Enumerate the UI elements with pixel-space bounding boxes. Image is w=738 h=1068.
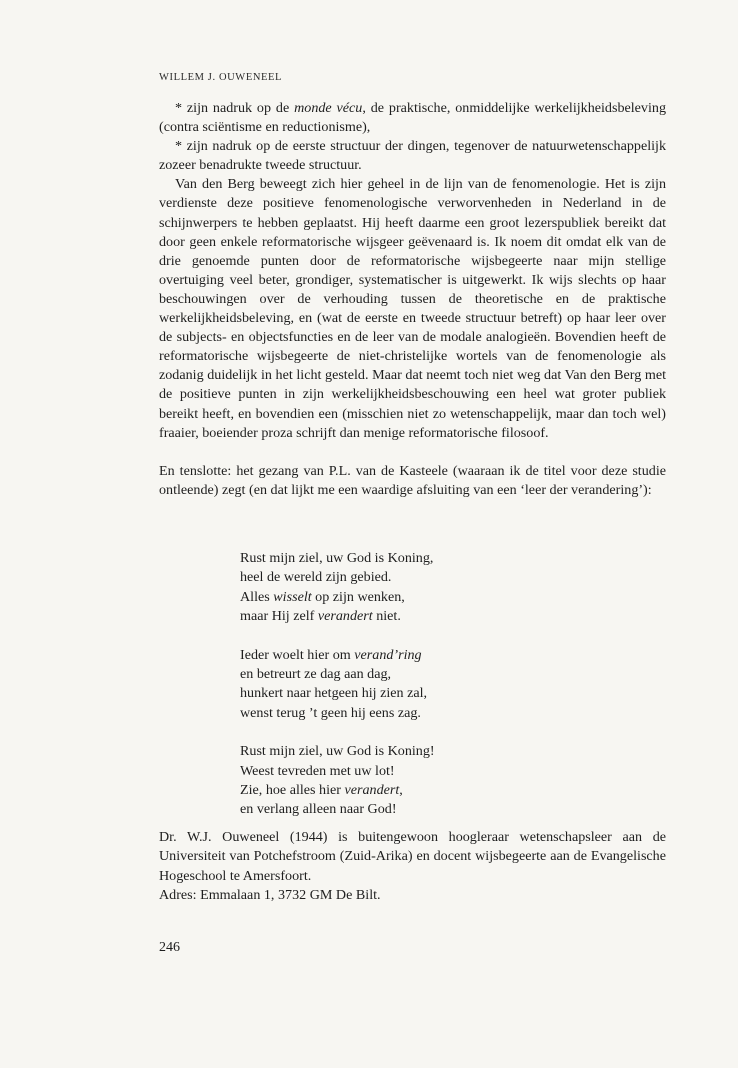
paragraph-fenomenologie: Van den Berg beweegt zich hier geheel in de lijn van de fenomenologie. Het is zijn verdienste deze positieve fenomenologische verworvenheden in Nederland in de schijnwerpers te hebben geplaatst. Hij heeft daarme een groot lezerspubliek bereikt dat door geen enkele reformatorische wijsgeer geëvenaard is. Ik noem dit omdat elk van de drie genoemde punten door de reformatorische wijsbegeerte naar mijn stellige overtuiging veel beter, grondiger, systematischer is uitgewerkt. Ik wijs slechts op haar beschouwingen over de verhouding tussen de theoretische en de praktische werkelijkheidsbeleving, en (wat de eerste en tweede structuur betreft) op haar leer over de subjects- en objectsfuncties en de leer van de modale analogieën. Bovendien heeft de reformatorische wijsbegeerte de niet-christelijke wortels van de fenomenologie als zodanig duidelijk in het licht gesteld. Maar dat neemt toch niet weg dat Van den Berg met de positieve punten in zijn werkelijkheidsbeschouwing een heel wat groter publiek bereikt heeft, en bovendien een (misschien niet zo wetenschappelijk, maar dan toch wel) fraaier, boeiender proza schrijft dan menige reformatorische filosoof. bbox=[159, 176, 666, 441]
paragraph-closing: En tenslotte: het gezang van P.L. van de Kasteele (waaraan ik de titel voor deze studie ontleende) zegt (en dat lijkt me een waardige afsluiting van een ‘leer der verandering’): bbox=[159, 462, 666, 498]
main-text-block bbox=[159, 99, 666, 500]
poem-stanza-1 bbox=[240, 549, 435, 627]
bio-address: Adres: Emmalaan 1, 3732 GM De Bilt. bbox=[159, 886, 381, 903]
poem-line: Rust mijn ziel, uw God is Koning! bbox=[240, 743, 435, 760]
poem-text: , bbox=[399, 782, 403, 799]
poem-italic: verandert bbox=[344, 782, 400, 799]
poem-line bbox=[240, 646, 435, 665]
bullet-item-structure: * zijn nadruk op de eerste structuur der dingen, tegenover de natuurwetenschappelijk zozeer benadrukte tweede structuur. bbox=[159, 138, 666, 174]
poem-line bbox=[240, 588, 435, 607]
poem-stanza-2 bbox=[240, 646, 435, 724]
poem-stanza-3 bbox=[240, 742, 435, 820]
poem-line: en verlang alleen naar God! bbox=[240, 801, 397, 818]
poem-italic: verand’ring bbox=[354, 646, 422, 663]
bullet-text: * zijn nadruk op de bbox=[175, 100, 295, 116]
poem-line: Rust mijn ziel, uw God is Koning, bbox=[240, 550, 434, 566]
poem-line: hunkert naar hetgeen hij zien zal, bbox=[240, 685, 428, 702]
author-bio bbox=[159, 828, 666, 905]
poem-text: Ieder woelt hier om bbox=[240, 646, 355, 663]
poem-text: Zie, hoe alles hier bbox=[240, 782, 345, 799]
poem bbox=[240, 549, 435, 820]
poem-text: op zijn wenken, bbox=[311, 588, 405, 605]
poem-line: Weest tevreden met uw lot! bbox=[240, 762, 395, 779]
italic-term: monde vécu bbox=[294, 100, 363, 116]
poem-line: en betreurt ze dag aan dag, bbox=[240, 666, 392, 683]
poem-text: maar Hij zelf bbox=[240, 608, 318, 625]
bullet-item-monde-vecu bbox=[159, 99, 666, 137]
poem-italic: verandert bbox=[317, 608, 373, 625]
bio-text: Dr. W.J. Ouweneel (1944) is buitengewoon hoogleraar wetenschapsleer aan de Universiteit van Potchefstroom (Zuid-Arika) en docent wijsbegeerte aan de Evangelische Hogeschool te Amersfoort. bbox=[159, 829, 666, 884]
bullet-text: , de praktische, onmiddelijke werkelijkheidsbeleving (contra sciëntisme en reductionisme), bbox=[159, 100, 666, 136]
running-head: WILLEM J. OUWENEEL bbox=[159, 72, 283, 83]
poem-line: wenst terug ’t geen hij eens zag. bbox=[240, 704, 421, 721]
poem-line bbox=[240, 607, 435, 626]
poem-text: niet. bbox=[372, 608, 401, 625]
poem-text: Alles bbox=[240, 588, 274, 605]
paragraph-gap bbox=[159, 443, 666, 462]
poem-italic: wisselt bbox=[273, 588, 312, 605]
poem-line: heel de wereld zijn gebied. bbox=[240, 569, 392, 586]
page-number: 246 bbox=[159, 940, 180, 955]
poem-line bbox=[240, 781, 435, 800]
